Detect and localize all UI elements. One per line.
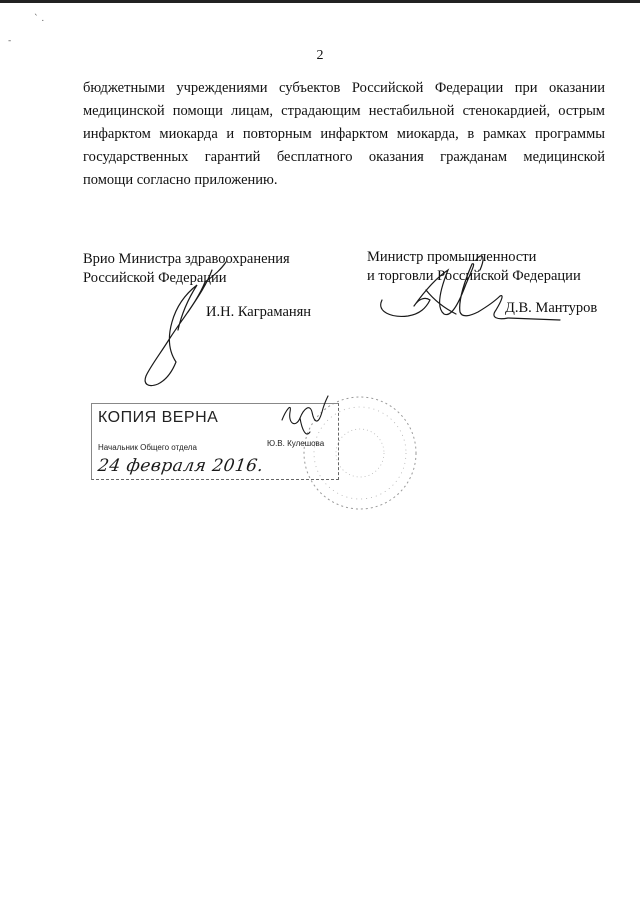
body-line: бюджетными учреждениями субъектов Российской Федерации при оказании	[83, 80, 605, 96]
left-title-line-1: Врио Министра здравоохранения	[83, 251, 290, 267]
scan-artifact: -	[8, 36, 12, 46]
right-title-line-1: Министр промышленности	[367, 249, 537, 265]
left-title-line-2: Российской Федерации	[83, 270, 227, 286]
stamp-name: Ю.В. Кулешова	[267, 439, 325, 448]
body-line: инфарктом миокарда и повторным инфарктом миокарда, в рамках программы	[83, 126, 605, 142]
body-line: медицинской помощи лицам, страдающим нестабильной стенокардией, острым	[83, 103, 605, 119]
stamp-date: 24 февраля 2016.	[96, 456, 265, 476]
stamp-title: КОПИЯ ВЕРНА	[98, 409, 219, 426]
right-signatory-name: Д.В. Мантуров	[505, 300, 598, 316]
stamp-position: Начальник Общего отдела	[98, 443, 197, 452]
left-signatory-name: И.Н. Каграманян	[206, 304, 312, 320]
body-line: государственных гарантий бесплатного оказания гражданам медицинской	[83, 149, 605, 165]
right-title-line-2: и торговли Российской Федерации	[367, 268, 581, 284]
scan-artifact: ` .	[34, 14, 45, 24]
page-number: 2	[316, 48, 324, 63]
body-line: помощи согласно приложению.	[83, 172, 278, 188]
